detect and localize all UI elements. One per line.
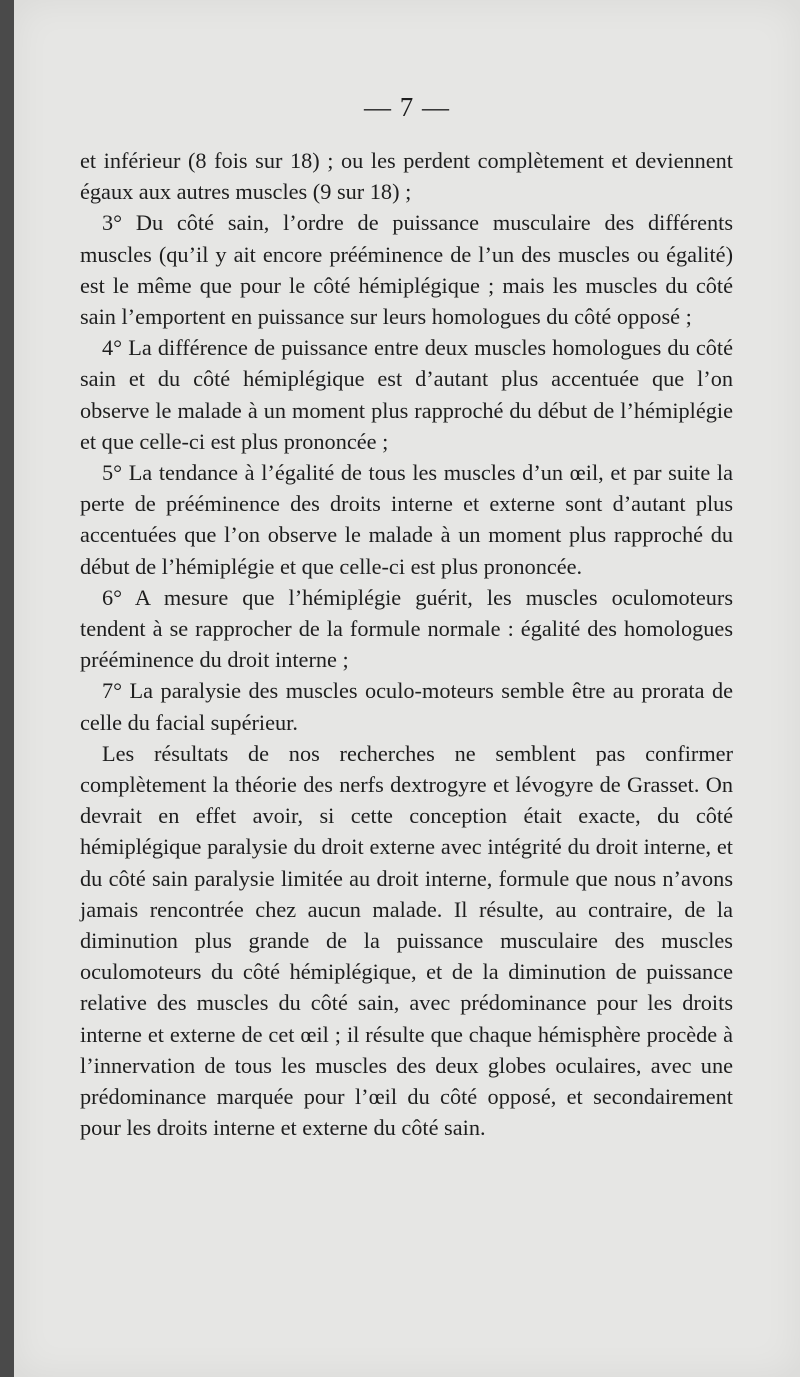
paragraph-point-6: 6° A mesure que l’hémiplégie guérit, les muscles oculomoteurs tendent à se rapprocher de la formule normale : égalité des homologues prééminence du droit interne ; [80,584,733,673]
paragraph-conclusion: Les résultats de nos recherches ne semblent pas confirmer complètement la théorie des nerfs dextrogyre et lévogyre de Grasset. On devrait en effet avoir, si cette conception était exacte, du côté hémiplégique paralysie du droit externe avec intégrité du droit interne, et du côté sain paralysie limitée au droit interne, formule que nous n’avons jamais rencontrée chez aucun malade. Il résulte, au contraire, de la diminution plus grande de la puissance musculaire des muscles oculomoteurs du côté hémiplégique, et de la diminution de puissance relative des muscles du côté sain, avec prédominance pour les droits interne et externe de cet œil ; il résulte que chaque hémisphère procède à l’innervation de tous les muscles des deux globes oculaires, avec une prédominance marquée pour l’œil du côté opposé, et secondairement pour les droits interne et externe du côté sain. [80,740,733,1141]
document-page [14,0,800,1377]
paragraph-continued: et inférieur (8 fois sur 18) ; ou les perdent complètement et deviennent égaux aux autres muscles (9 sur 18) ; [80,148,733,205]
paragraph-point-3: 3° Du côté sain, l’ordre de puissance musculaire des différents muscles (qu’il y ait encore prééminence de l’un des muscles ou égalité) est le même que pour le côté hémiplégique ; mais les muscles du côté sain l’emportent en puissance sur leurs homologues du côté opposé ; [80,210,733,330]
page-number: — 7 — [364,92,450,122]
paragraph-point-4: 4° La différence de puissance entre deux muscles homologues du côté sain et du côté hémiplégique est d’autant plus accentuée que l’on observe le malade à un moment plus rapproché du début de l’hémiplégie et que celle-ci est plus prononcée ; [80,335,733,454]
paragraph-point-5: 5° La tendance à l’égalité de tous les muscles d’un œil, et par suite la perte de prééminence des droits interne et externe sont d’autant plus accentuées que l’on observe le malade à un moment plus rapproché du début de l’hémiplégie et que celle-ci est plus prononcée. [80,460,733,579]
paragraph-point-7: 7° La paralysie des muscles oculo-moteurs semble être au prorata de celle du facial supérieur. [80,678,733,735]
body-text [80,145,733,1144]
